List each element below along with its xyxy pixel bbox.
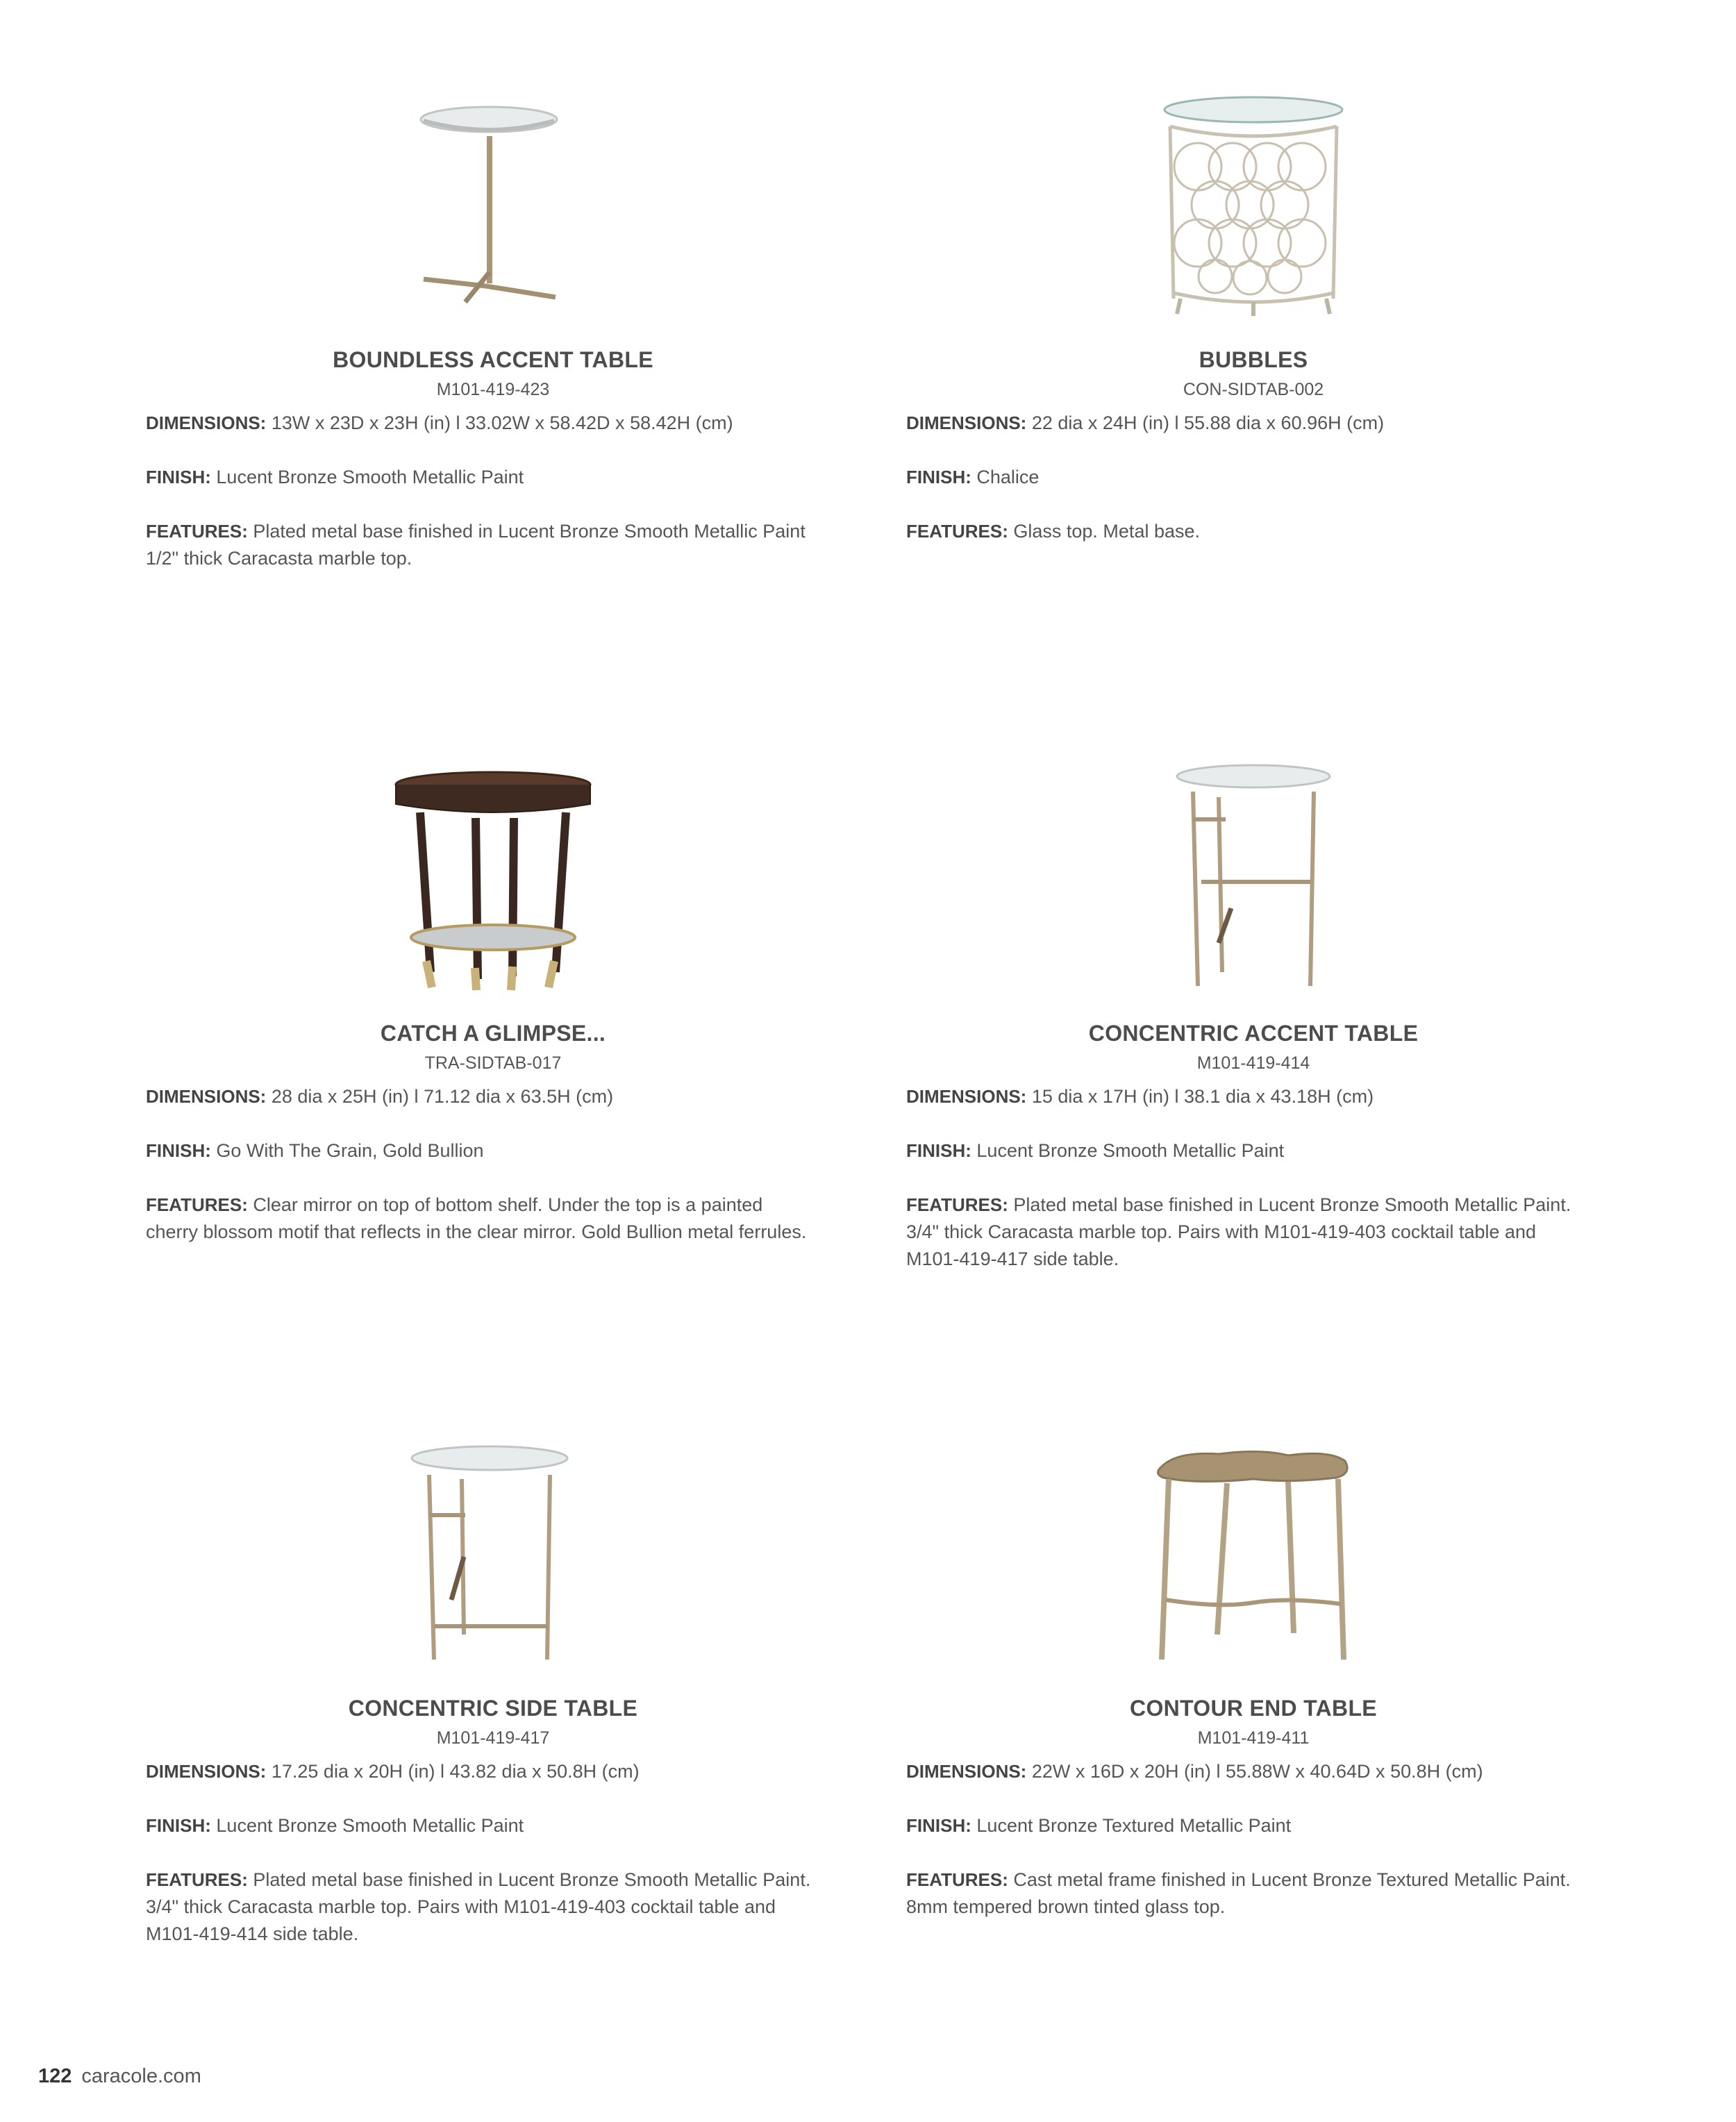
product-features <box>146 1866 812 1948</box>
finish-label: FINISH: <box>906 1815 971 1836</box>
product-dimensions <box>146 1083 840 1110</box>
concentric-side-table-illustration <box>319 1439 667 1668</box>
product-title: CONCENTRIC ACCENT TABLE <box>1088 1021 1419 1046</box>
product-image-concentric-side <box>319 1439 667 1668</box>
product-finish <box>146 1137 840 1164</box>
product-image-bubbles <box>1080 90 1427 319</box>
finish-value: Chalice <box>976 467 1040 487</box>
product-features <box>906 1192 1573 1273</box>
product-sku: CON-SIDTAB-002 <box>1183 380 1324 399</box>
product-finish <box>906 1137 1601 1164</box>
product-sku: M101-419-417 <box>436 1728 550 1748</box>
dimensions-value: 13W x 23D x 23H (in) l 33.02W x 58.42D x 58.42H (cm) <box>271 412 733 433</box>
finish-value: Lucent Bronze Smooth Metallic Paint <box>216 467 524 487</box>
product-title: CONCENTRIC SIDE TABLE <box>348 1696 638 1721</box>
features-label: FEATURES: <box>906 1194 1008 1215</box>
product-dimensions <box>146 1758 840 1785</box>
product-features <box>906 1866 1573 1921</box>
contour-end-table-illustration <box>1080 1439 1427 1668</box>
finish-label: FINISH: <box>906 1140 971 1161</box>
product-finish <box>906 464 1601 491</box>
product-sku: M101-419-411 <box>1197 1728 1310 1748</box>
features-value: Clear mirror on top of bottom shelf. Under the top is a painted cherry blossom motif that reflects in the clear mirror. Gold Bullion metal ferrules. <box>146 1194 807 1242</box>
dimensions-value: 28 dia x 25H (in) l 71.12 dia x 63.5H (cm) <box>271 1086 614 1107</box>
dimensions-value: 22W x 16D x 20H (in) l 55.88W x 40.64D x 50.8H (cm) <box>1031 1761 1483 1782</box>
dimensions-value: 15 dia x 17H (in) l 38.1 dia x 43.18H (cm) <box>1031 1086 1374 1107</box>
features-value: Glass top. Metal base. <box>1013 521 1201 542</box>
finish-label: FINISH: <box>146 1140 211 1161</box>
product-dimensions <box>906 410 1601 437</box>
finish-value: Lucent Bronze Smooth Metallic Paint <box>976 1140 1285 1161</box>
product-features <box>146 1192 812 1246</box>
product-title: CONTOUR END TABLE <box>1130 1696 1377 1721</box>
product-sku: M101-419-414 <box>1196 1053 1310 1073</box>
product-finish <box>146 464 840 491</box>
product-finish <box>146 1812 840 1839</box>
product-image-boundless <box>319 90 667 319</box>
product-title: BUBBLES <box>1199 347 1308 372</box>
website-link[interactable]: caracole.com <box>81 2065 201 2087</box>
product-finish <box>906 1812 1601 1839</box>
finish-label: FINISH: <box>146 1815 211 1836</box>
product-features <box>146 518 812 572</box>
features-value: Plated metal base finished in Lucent Bronze Smooth Metallic Paint 1/2" thick Caracasta marble top. <box>146 521 806 569</box>
features-label: FEATURES: <box>146 521 248 542</box>
dimensions-label: DIMENSIONS: <box>906 1761 1027 1782</box>
finish-value: Lucent Bronze Smooth Metallic Paint <box>216 1815 524 1836</box>
features-label: FEATURES: <box>146 1869 248 1890</box>
bubbles-table-illustration <box>1080 90 1427 319</box>
product-features <box>906 518 1573 545</box>
dimensions-label: DIMENSIONS: <box>146 412 267 433</box>
product-sku: M101-419-423 <box>436 380 550 399</box>
finish-value: Lucent Bronze Textured Metallic Paint <box>976 1815 1292 1836</box>
product-dimensions <box>146 410 840 437</box>
finish-label: FINISH: <box>906 467 971 487</box>
page-footer <box>38 2065 201 2088</box>
product-sku: TRA-SIDTAB-017 <box>424 1053 562 1073</box>
product-dimensions <box>906 1758 1601 1785</box>
features-label: FEATURES: <box>906 1869 1008 1890</box>
features-value: Plated metal base finished in Lucent Bronze Smooth Metallic Paint. 3/4" thick Caracasta marble top. Pairs with M101-419-403 cocktail table and M101-419-414 side table. <box>146 1869 811 1944</box>
catch-a-glimpse-table-illustration <box>319 764 667 993</box>
finish-label: FINISH: <box>146 467 211 487</box>
features-value: Cast metal frame finished in Lucent Bronze Textured Metallic Paint. 8mm tempered brown tinted glass top. <box>906 1869 1571 1917</box>
page-number: 122 <box>38 2065 72 2087</box>
features-label: FEATURES: <box>146 1194 248 1215</box>
features-value: Plated metal base finished in Lucent Bronze Smooth Metallic Paint. 3/4" thick Caracasta marble top. Pairs with M101-419-403 cocktail table and M101-419-417 side table. <box>906 1194 1571 1269</box>
product-image-catch-a-glimpse <box>319 764 667 993</box>
product-image-contour <box>1080 1439 1427 1668</box>
boundless-table-illustration <box>319 90 667 319</box>
concentric-accent-table-illustration <box>1080 764 1427 993</box>
product-title: BOUNDLESS ACCENT TABLE <box>333 347 653 372</box>
product-title: CATCH A GLIMPSE... <box>380 1021 606 1046</box>
dimensions-label: DIMENSIONS: <box>146 1086 267 1107</box>
dimensions-label: DIMENSIONS: <box>146 1761 267 1782</box>
dimensions-label: DIMENSIONS: <box>906 412 1027 433</box>
product-dimensions <box>906 1083 1601 1110</box>
product-image-concentric-accent <box>1080 764 1427 993</box>
finish-value: Go With The Grain, Gold Bullion <box>216 1140 484 1161</box>
features-label: FEATURES: <box>906 521 1008 542</box>
dimensions-value: 17.25 dia x 20H (in) l 43.82 dia x 50.8H (cm) <box>271 1761 640 1782</box>
dimensions-label: DIMENSIONS: <box>906 1086 1027 1107</box>
dimensions-value: 22 dia x 24H (in) l 55.88 dia x 60.96H (cm) <box>1031 412 1385 433</box>
